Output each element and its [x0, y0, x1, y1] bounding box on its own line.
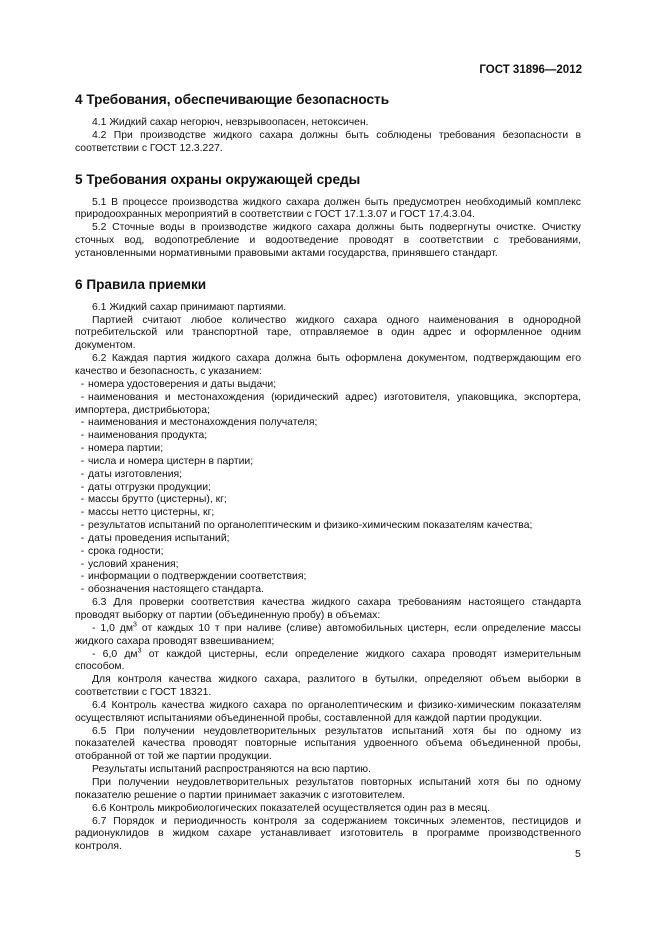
document-requirements-list: [75, 379, 581, 597]
list-item: - наименования продукта;: [75, 430, 208, 442]
section-4-title: 4 Требования, обеспечивающие безопасность: [75, 92, 390, 107]
paragraph-5-2: 5.2 Сточные воды в производстве жидкого сахара должны быть подвергнуты очистке. Очистку сточных вод, водопотребление и водоотведение проводят в соответствии с требованиями, установленными нормативными правовыми актами государства, принявшего стандарт.: [75, 222, 581, 259]
paragraph-6-3-sample-by-weighing: - 1,0 $дм^3$ от каждых 10 т при наливе (сливе) автомобильных цистерн, если определение массы жидкого сахара проводят взвешиванием;: [75, 621, 582, 647]
paragraph-4-1: 4.1 Жидкий сахар негорюч, невзрывоопасен, нетоксичен.: [92, 117, 369, 128]
paragraph-6-3: 6.3 Для проверки соответствия качества жидкого сахара требованиям настоящего стандарта проводят выборку от партии (объединенную пробу) в объемах:: [75, 597, 581, 621]
paragraph-6-1-lot-definition: Партией считают любое количество жидкого сахара одного наименования в однородной потребительской или транспортной таре, отправляемое в один адрес и оформленное одним документом.: [75, 314, 581, 352]
list-item: - массы брутто (цистерны), кг;: [75, 494, 227, 506]
paragraph-6-7: 6.7 Порядок и периодичность контроля за содержанием токсичных элементов, пестицидов и радионуклидов в жидком сахаре устанавливает изготовитель в программе производственного контроля.: [75, 815, 581, 853]
list-item: - обозначения настоящего стандарта.: [75, 584, 264, 596]
list-item: - номера удостоверения и даты выдачи;: [75, 378, 277, 390]
list-item: - наименования и местонахождения получателя;: [75, 417, 318, 429]
list-item: - информации о подтверждении соответствия;: [75, 571, 307, 583]
paragraph-6-1: 6.1 Жидкий сахар принимают партиями.: [92, 301, 287, 313]
section-5-title: 5 Требования охраны окружающей среды: [75, 171, 361, 187]
list-item: - массы нетто цистерны, кг;: [75, 507, 215, 519]
section-6-title: 6 Правила приемки: [75, 276, 207, 292]
list-item: - наименования и местонахождения (юридический адрес) изготовителя, упаковщика, экспортера, импортера, дистрибьютора;: [75, 391, 581, 416]
list-item: - даты отгрузки продукции;: [75, 481, 211, 493]
paragraph-6-5-repeat-failure: При получении неудовлетворительных результатов повторных испытаний хотя бы по одному показателю решение о партии принимает заказчик с изготовителем.: [75, 776, 581, 801]
list-item: - даты изготовления;: [75, 468, 183, 480]
paragraph-4-2: 4.2 При производстве жидкого сахара должны быть соблюдены требования безопасности в соответствии с ГОСТ 12.3.227.: [75, 129, 581, 154]
list-item: - условий хранения;: [75, 558, 179, 570]
paragraph-6-5: 6.5 При получении неудовлетворительных результатов испытаний хотя бы по одному из показателей качества проводят повторные испытания удвоенного объема объединенной пробы, отобранной от той же партии продукции.: [75, 725, 581, 763]
document-standard-header: ГОСТ 31896—2012: [479, 64, 582, 76]
list-item: - номера партии;: [75, 443, 164, 455]
list-item: - срока годности;: [75, 545, 164, 557]
paragraph-6-4: 6.4 Контроль качества жидкого сахара по органолептическим и физико-химическим показателям осуществляют испытаниями объединенной пробы, составленной для каждой партии продукции.: [75, 699, 581, 724]
page-number: 5: [575, 848, 581, 860]
list-item: - числа и номера цистерн в партии;: [75, 455, 254, 467]
paragraph-6-2: 6.2 Каждая партия жидкого сахара должна быть оформлена документом, подтверждающим его качество и безопасность, с указанием:: [75, 353, 581, 377]
document-body: [75, 92, 581, 854]
paragraph-6-3-sample-by-measurement: - 6,0 $дм^3$ от каждой цистерны, если определение жидкого сахара проводят измерительным способом.: [75, 647, 581, 673]
list-item: - даты проведения испытаний;: [75, 532, 230, 544]
list-item: - результатов испытаний по органолептическим и физико-химическим показателям качества;: [75, 520, 533, 532]
paragraph-6-5-results-scope: Результаты испытаний распространяются на всю партию.: [92, 764, 371, 776]
paragraph-5-1: 5.1 В процессе производства жидкого сахара должен быть предусмотрен необходимый комплекс природоохранных мероприятий в соответствии с ГОСТ 17.1.3.07 и ГОСТ 17.4.3.04.: [75, 196, 581, 221]
paragraph-6-6: 6.6 Контроль микробиологических показателей осуществляется один раз в месяц.: [92, 802, 491, 814]
paragraph-6-3-bottled-sample: Для контроля качества жидкого сахара, разлитого в бутылки, определяют объем выборки в соответствии с ГОСТ 18321.: [75, 674, 581, 699]
